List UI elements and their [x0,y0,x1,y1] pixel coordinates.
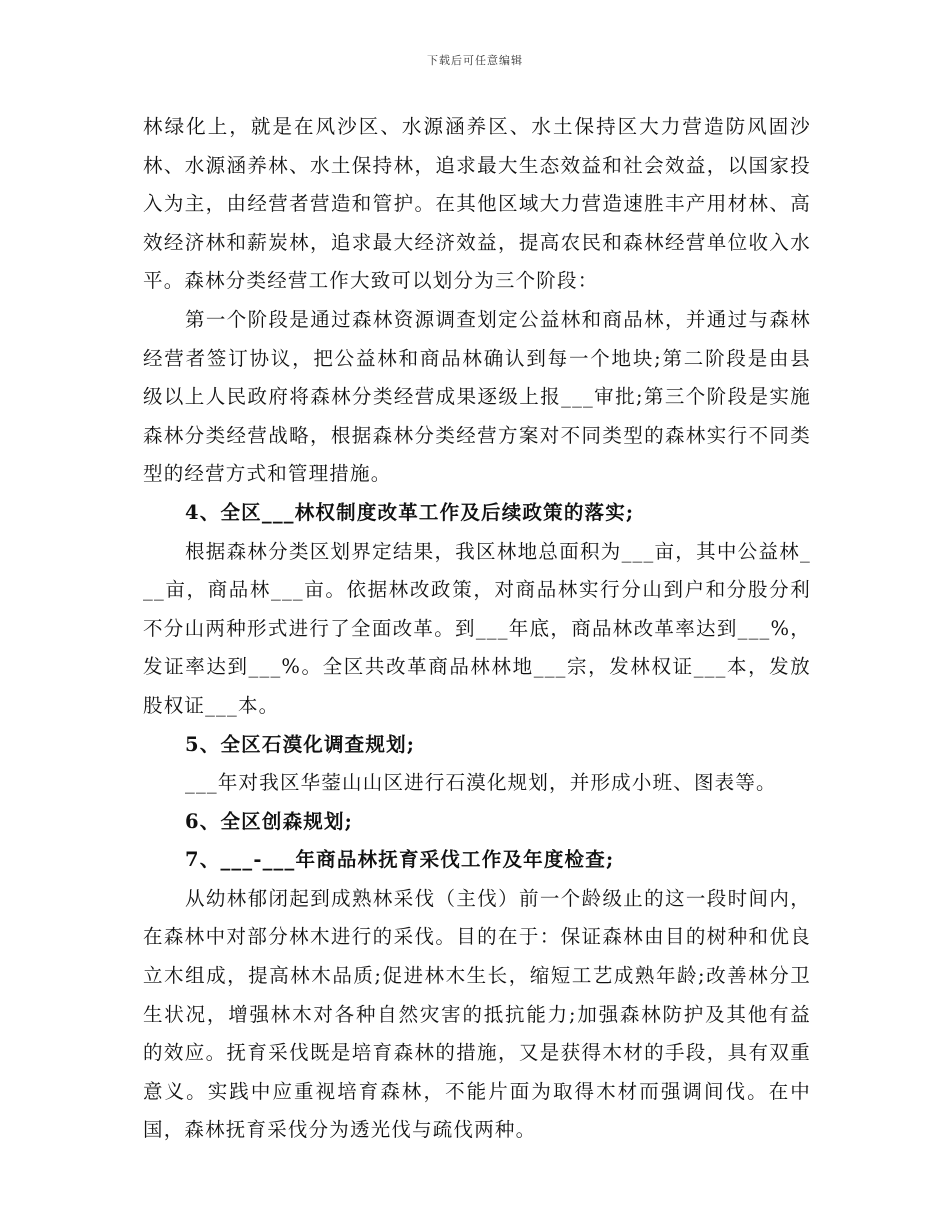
section-heading-7: 7、___-___年商品林抚育采伐工作及年度检查; [185,848,615,872]
paragraph-forest-rights: 根据森林分类区划界定结果，我区林地总面积为___亩，其中公益林___亩，商品林___亩。依据林改政策，对商品林实行分山到户和分股分利不分山两种形式进行了全面改革。到___年底，商品林改革率达到___%，发证率达到___%。全区共改革商品林林地___宗，发林权证___本，发放股权证___本。 [143,539,811,717]
paragraph-rocky-desertification: ___年对我区华蓥山山区进行石漠化规划，并形成小班、图表等。 [185,771,777,795]
document-body [143,108,811,1150]
page-header: 下载后可任意编辑 [427,54,523,67]
section-heading-4: 4、全区___林权制度改革工作及后续政策的落实; [185,500,635,524]
paragraph-stages: 第一个阶段是通过森林资源调查划定公益林和商品林，并通过与森林经营者签订协议，把公益林和商品林确认到每一个地块;第二阶段是由县级以上人民政府将森林分类经营成果逐级上报___审批;第三个阶段是实施森林分类经营战略，根据森林分类经营方案对不同类型的森林实行不同类型的经营方式和管理措施。 [143,307,811,486]
section-heading-5: 5、全区石漠化调查规划; [185,732,416,756]
paragraph-continuation: 林绿化上，就是在风沙区、水源涵养区、水土保持区大力营造防风固沙林、水源涵养林、水土保持林，追求最大生态效益和社会效益，以国家投入为主，由经营者营造和管护。在其他区域大力营造速胜丰产用材林、高效经济林和薪炭林，追求最大经济效益，提高农民和森林经营单位收入水平。森林分类经营工作大致可以划分为三个阶段： [143,115,811,293]
paragraph-tending-thinning: 从幼林郁闭起到成熟林采伐（主伐）前一个龄级止的这一段时间内，在森林中对部分林木进行的采伐。目的在于：保证森林由目的树种和优良立木组成，提高林木品质;促进林木生长，缩短工艺成熟年龄;改善林分卫生状况，增强林木对各种自然灾害的抵抗能力;加强森林防护及其他有益的效应。抚育采伐既是培育森林的措施，又是获得木材的手段，具有双重意义。实践中应重视培育森林，不能片面为取得木材而强调间伐。在中国，森林抚育采伐分为透光伐与疏伐两种。 [143,886,811,1142]
section-heading-6: 6、全区创森规划; [185,809,354,833]
